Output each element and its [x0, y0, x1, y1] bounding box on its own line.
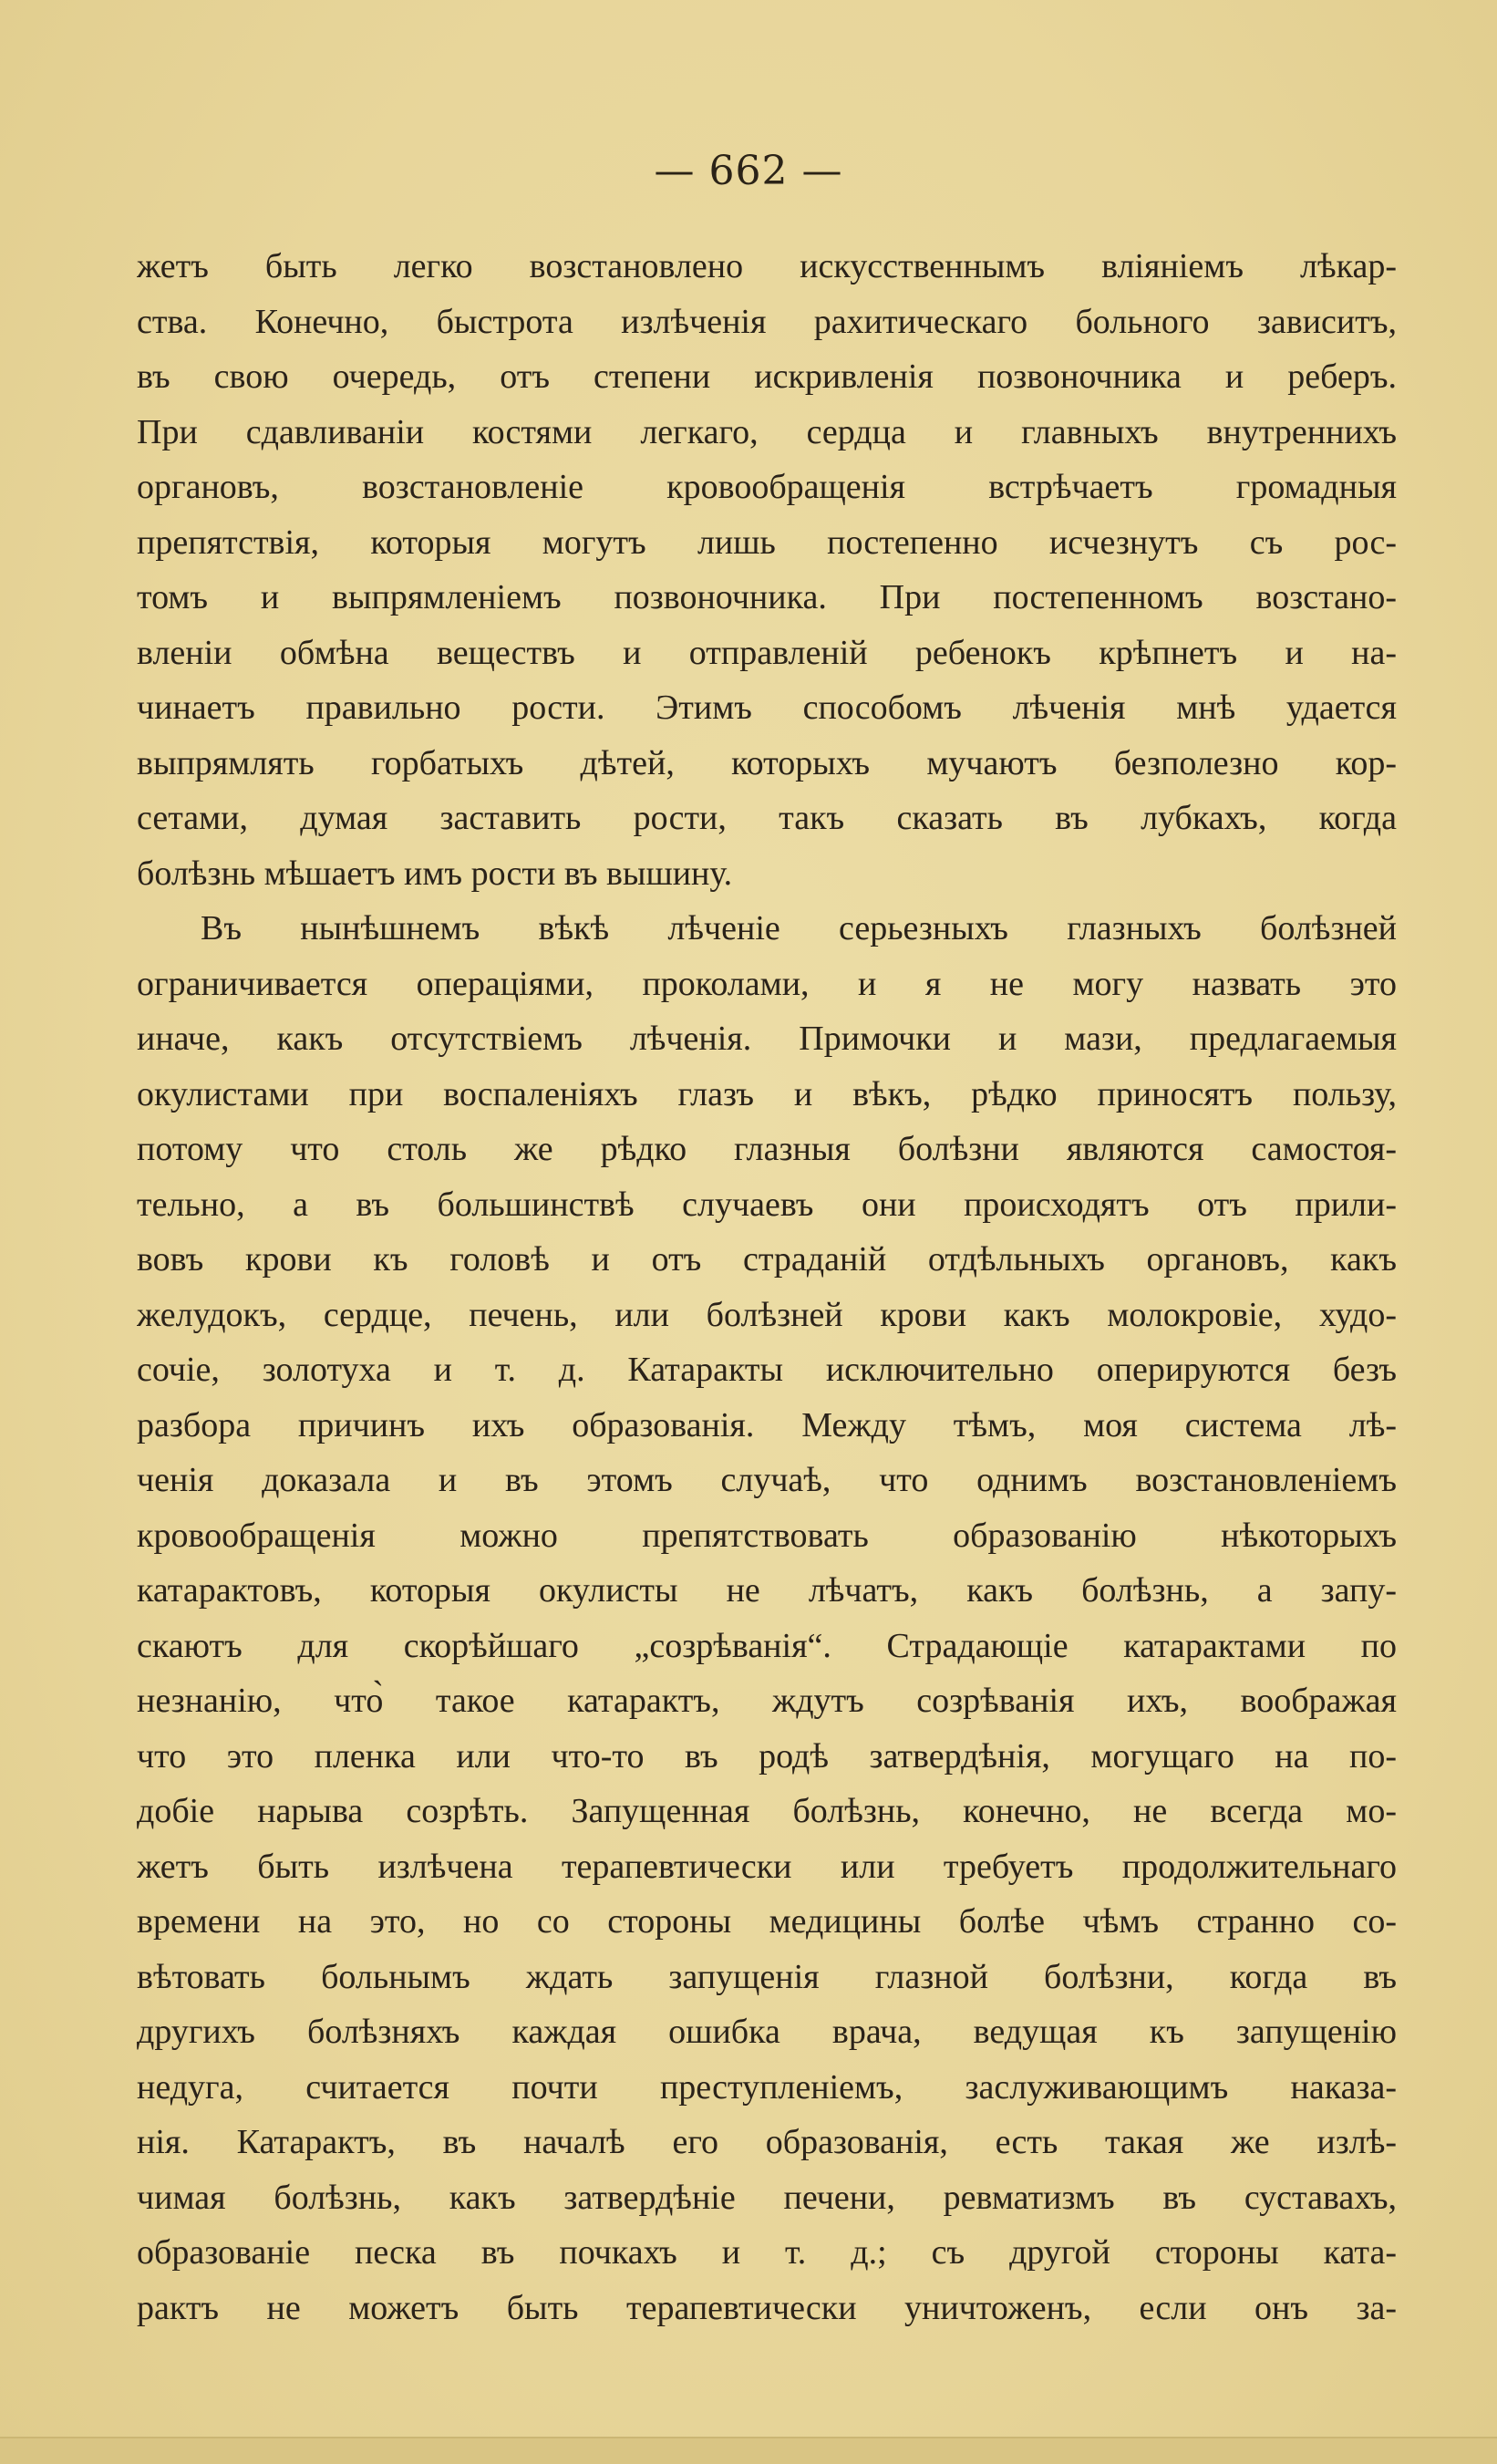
- text-line: болѣзнь мѣшаетъ имъ рости въ вышину.: [137, 854, 733, 893]
- text-line: жетъ быть легко возстановлено искусственнымъ вліяніемъ лѣкар-: [137, 247, 1397, 285]
- text-line: ства. Конечно, быстрота излѣченія рахитическаго больного зависитъ,: [137, 302, 1397, 341]
- text-line: времени на это, но со стороны медицины болѣе чѣмъ странно со-: [137, 1902, 1397, 1941]
- page-number: — 662 —: [654, 148, 843, 194]
- text-line: въ свою очередь, отъ степени искривленія позвоночника и реберъ.: [137, 357, 1397, 396]
- text-line: выпрямлять горбатыхъ дѣтей, которыхъ мучаютъ безполезно кор-: [137, 743, 1397, 782]
- text-line: потому что столь же рѣдко глазныя болѣзни являются самостоя-: [137, 1130, 1397, 1168]
- text-line: скаютъ для скорѣйшаго „созрѣванія“. Страдающіе катарактами по: [137, 1626, 1397, 1665]
- text-line: препятствія, которыя могутъ лишь постепенно исчезнутъ съ рос-: [137, 523, 1397, 562]
- text-line: разбора причинъ ихъ образованія. Между тѣмъ, моя система лѣ-: [137, 1405, 1397, 1444]
- text-line: недуга, считается почти преступленіемъ, заслуживающимъ наказа-: [137, 2067, 1397, 2107]
- text-line: добіе нарыва созрѣть. Запущенная болѣзнь, конечно, не всегда мо-: [137, 1792, 1397, 1830]
- text-line: сочіе, золотуха и т. д. Катаракты исключительно оперируются безъ: [137, 1351, 1397, 1389]
- text-line: катарактовъ, которыя окулисты не лѣчатъ, какъ болѣзнь, а запу-: [137, 1571, 1397, 1610]
- text-line: Въ нынѣшнемъ вѣкѣ лѣченіе серьезныхъ глазныхъ болѣзней: [201, 909, 1397, 947]
- text-line: чинаетъ правильно рости. Этимъ способомъ лѣченія мнѣ удается: [137, 688, 1397, 727]
- page-bottom-edge: [0, 2437, 1497, 2464]
- text-line: желудокъ, сердце, печень, или болѣзней крови какъ молокровіе, худо-: [137, 1295, 1397, 1334]
- text-line: сетами, думая заставить рости, такъ сказать въ лубкахъ, когда: [137, 799, 1397, 837]
- text-line: что это пленка или что-то въ родѣ затвердѣнія, могущаго на по-: [137, 1736, 1397, 1776]
- text-line: вленіи обмѣна веществъ и отправленій ребенокъ крѣпнетъ и на-: [137, 633, 1397, 672]
- text-line: органовъ, возстановленіе кровообращенія встрѣчаетъ громадныя: [137, 468, 1397, 506]
- text-line: При сдавливаніи костями легкаго, сердца и главныхъ внутреннихъ: [137, 412, 1397, 451]
- text-line: чимая болѣзнь, какъ затвердѣніе печени, ревматизмъ въ суставахъ,: [137, 2178, 1397, 2217]
- text-line: незнанію, что̀ такое катарактъ, ждутъ созрѣванія ихъ, воображая: [137, 1682, 1397, 1720]
- text-line: вовъ крови къ головѣ и отъ страданій отдѣльныхъ органовъ, какъ: [137, 1240, 1397, 1279]
- text-line: окулистами при воспаленіяхъ глазъ и вѣкъ, рѣдко приносятъ пользу,: [137, 1074, 1397, 1113]
- text-line: тельно, а въ большинствѣ случаевъ они происходятъ отъ прили-: [137, 1185, 1397, 1224]
- text-line: рактъ не можетъ быть терапевтически уничтоженъ, если онъ за-: [137, 2288, 1397, 2327]
- text-line: нія. Катарактъ, въ началѣ его образованія, есть такая же излѣ-: [137, 2123, 1397, 2161]
- text-line: ограничивается операціями, проколами, и я не могу назвать это: [137, 964, 1397, 1003]
- text-line: томъ и выпрямленіемъ позвоночника. При постепенномъ возстано-: [137, 578, 1397, 616]
- text-line: другихъ болѣзняхъ каждая ошибка врача, ведущая къ запущенію: [137, 2013, 1397, 2051]
- text-line: иначе, какъ отсутствіемъ лѣченія. Примочки и мази, предлагаемыя: [137, 1020, 1397, 1058]
- body-text: [137, 239, 1397, 2335]
- text-line: жетъ быть излѣчена терапевтически или требуетъ продолжительнаго: [137, 1847, 1397, 1886]
- text-line: кровообращенія можно препятствовать образованію нѣкоторыхъ: [137, 1516, 1397, 1555]
- text-line: ченія доказала и въ этомъ случаѣ, что однимъ возстановленіемъ: [137, 1461, 1397, 1499]
- text-line: образованіе песка въ почкахъ и т. д.; съ другой стороны ката-: [137, 2233, 1397, 2272]
- text-line: вѣтовать больнымъ ждать запущенія глазной болѣзни, когда въ: [137, 1957, 1397, 1996]
